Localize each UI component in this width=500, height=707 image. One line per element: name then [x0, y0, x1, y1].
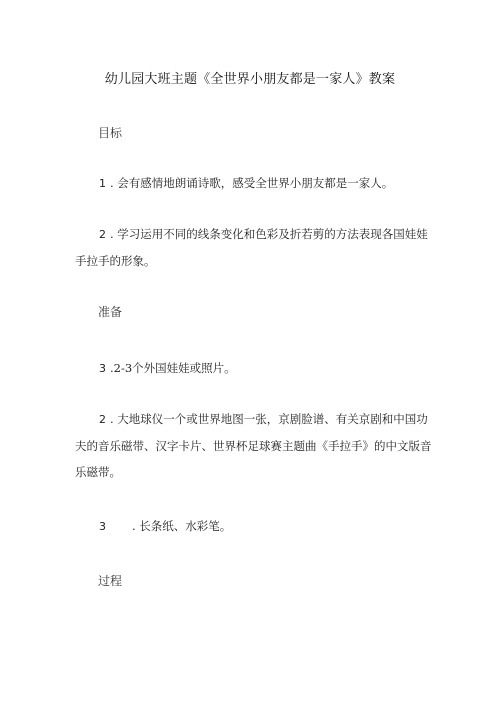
prep-item-1-text: .2-3个外国娃娃或照片。 [110, 361, 236, 375]
prep-item-1 [75, 355, 435, 382]
prep-item-2-text: . 大地球仪一个或世界地图一张，京剧脸谱、有关京剧和中国功夫的音乐磁带、汉字卡片、世界杯足球赛主题曲《手拉手》的中文版音乐磁带。 [75, 412, 432, 479]
goal-item-2-text: . 学习运用不同的线条变化和色彩及折若剪的方法表现各国娃娃手拉手的形象。 [75, 227, 428, 268]
goal-item-2 [75, 221, 435, 274]
prep-item-2 [75, 406, 435, 485]
prep-item-2-number: 2 [99, 413, 106, 426]
goal-item-1-text: . 会有感情地朗诵诗歌，感受全世界小朋友都是一家人。 [110, 176, 394, 190]
document-title: 幼儿园大班主题《全世界小朋友都是一家人》教案 [104, 72, 396, 87]
goal-item-1 [75, 170, 435, 197]
prep-item-3-text: . 长条纸、水彩笔。 [132, 519, 232, 533]
section-heading-process: 过程 [98, 574, 123, 588]
prep-item-1-number: 3 [99, 362, 106, 375]
prep-item-3 [75, 513, 435, 540]
section-heading-goal: 目标 [98, 126, 123, 140]
goal-item-1-number: 1 [99, 177, 106, 190]
prep-item-3-number: 3 [99, 520, 106, 533]
goal-item-2-number: 2 [99, 228, 106, 241]
section-heading-prep: 准备 [98, 305, 123, 319]
